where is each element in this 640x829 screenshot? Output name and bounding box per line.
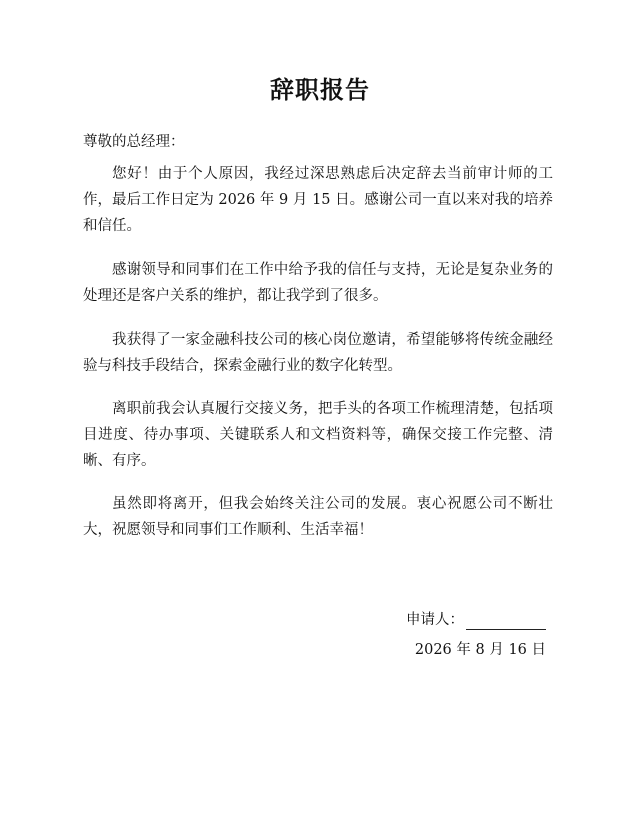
signature-line [466, 615, 546, 630]
signature-block [406, 610, 546, 630]
paragraph-opening: 您好！由于个人原因，我经过深思熟虑后决定辞去当前审计师的工作，最后工作日定为 2026 年 9 月 15 日。感谢公司一直以来对我的培养和信任。 [83, 166, 553, 234]
letter-date: 2026 年 8 月 16 日 [414, 642, 546, 658]
paragraph-gratitude: 感谢领导和同事们在工作中给予我的信任与支持，无论是复杂业务的处理还是客户关系的维护，都让我学到了很多。 [83, 262, 553, 304]
paragraph-closing: 虽然即将离开，但我会始终关注公司的发展。衷心祝愿公司不断壮大，祝愿领导和同事们工作顺利、生活幸福！ [83, 496, 553, 538]
salutation: 尊敬的总经理： [83, 134, 185, 150]
letter-title: 辞职报告 [270, 76, 370, 104]
signature-label: 申请人： [406, 612, 464, 628]
paragraph-handover: 离职前我会认真履行交接义务，把手头的各项工作梳理清楚，包括项目进度、待办事项、关键联系人和文档资料等，确保交接工作完整、清晰、有序。 [83, 401, 553, 469]
paragraph-new-opportunity: 我获得了一家金融科技公司的核心岗位邀请，希望能够将传统金融经验与科技手段结合，探索金融行业的数字化转型。 [83, 332, 553, 374]
